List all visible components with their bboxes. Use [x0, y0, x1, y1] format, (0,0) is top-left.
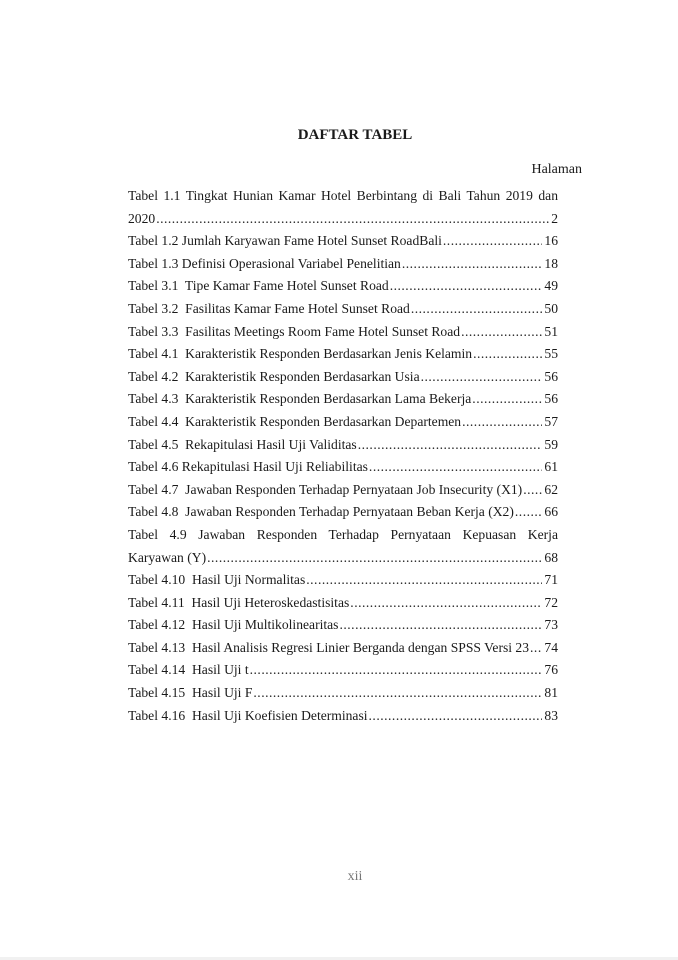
- toc-entry-label: Tabel 3.2 Fasilitas Kamar Fame Hotel Sunset Road: [128, 300, 410, 316]
- toc-entry[interactable]: [128, 479, 558, 502]
- page-title: DAFTAR TABEL: [297, 127, 413, 143]
- toc-entry[interactable]: [128, 230, 558, 253]
- toc-entry-page: 16: [544, 233, 558, 249]
- toc-entry[interactable]: [128, 366, 558, 389]
- dot-leader: [369, 456, 542, 479]
- toc-entry-label: Tabel 4.7 Jawaban Responden Terhadap Pernyataan Job Insecurity (X1): [128, 481, 523, 497]
- toc-entry-page: 18: [544, 255, 558, 271]
- toc-entry-label: Tabel 4.6 Rekapitulasi Hasil Uji Reliabilitas: [128, 459, 368, 475]
- toc-entry-label: Tabel 4.14 Hasil Uji t: [128, 662, 249, 678]
- dot-leader: [369, 705, 543, 728]
- toc-entry[interactable]: [128, 659, 558, 682]
- toc-entry-label: Tabel 1.2 Jumlah Karyawan Fame Hotel Sunset RoadBali: [128, 233, 442, 249]
- toc-entry-label: Tabel 4.4 Karakteristik Responden Berdasarkan Departemen: [128, 413, 462, 429]
- toc-entry-label: Tabel 4.12 Hasil Uji Multikolinearitas: [128, 617, 339, 633]
- toc-entry[interactable]: [128, 253, 558, 276]
- toc-entry-page: 66: [544, 504, 558, 520]
- toc-entry-page: 57: [544, 413, 558, 429]
- toc-entry-label: Tabel 4.13 Hasil Analisis Regresi Linier Berganda dengan SPSS Versi 23: [128, 639, 530, 655]
- toc-entry[interactable]: [128, 456, 558, 479]
- toc-entry[interactable]: [128, 569, 558, 592]
- toc-entry[interactable]: [128, 501, 558, 524]
- toc-entry[interactable]: [128, 434, 558, 457]
- toc-entry-label: Tabel 4.5 Rekapitulasi Hasil Uji Validitas: [128, 436, 357, 452]
- toc-entry[interactable]: [128, 208, 558, 231]
- dot-leader: [473, 343, 542, 366]
- toc-entry-label: Tabel 4.16 Hasil Uji Koefisien Determinasi: [128, 707, 368, 723]
- toc-entry-first-line: Tabel 1.1 Tingkat Hunian Kamar Hotel Berbintang di Bali Tahun 2019 dan: [128, 188, 558, 203]
- page-number: xii: [347, 869, 363, 884]
- toc-entry-label: Tabel 4.10 Hasil Uji Normalitas: [128, 572, 306, 588]
- dot-leader: [411, 298, 543, 321]
- toc-entry-page: 49: [544, 278, 558, 294]
- dot-leader: [253, 682, 542, 705]
- toc-entry[interactable]: [128, 592, 558, 615]
- toc-entry-page: 71: [544, 572, 558, 588]
- dot-leader: [156, 208, 549, 231]
- dot-leader: [462, 411, 542, 434]
- toc-entry-label: Karyawan (Y): [128, 549, 207, 565]
- dot-leader: [472, 388, 542, 411]
- toc-entry[interactable]: [128, 275, 558, 298]
- toc-entry-page: 62: [544, 481, 558, 497]
- toc-entry-label: Tabel 3.3 Fasilitas Meetings Room Fame Hotel Sunset Road: [128, 323, 461, 339]
- toc-entry[interactable]: [128, 637, 558, 660]
- toc-entry-label: Tabel 4.3 Karakteristik Responden Berdasarkan Lama Bekerja: [128, 391, 472, 407]
- toc-entry[interactable]: [128, 682, 558, 705]
- toc-entry-page: 55: [544, 346, 558, 362]
- toc-entry-page: 61: [544, 459, 558, 475]
- dot-leader: [523, 479, 542, 502]
- dot-leader: [350, 592, 542, 615]
- toc-entry[interactable]: [128, 321, 558, 344]
- toc-entry-page: 81: [544, 685, 558, 701]
- toc-entry[interactable]: [128, 298, 558, 321]
- toc-entry-page: 72: [544, 594, 558, 610]
- toc-entry-page: 50: [544, 300, 558, 316]
- toc-entry[interactable]: [128, 614, 558, 637]
- dot-leader: [461, 321, 542, 344]
- dot-leader: [402, 253, 543, 276]
- toc-entry-label: Tabel 4.1 Karakteristik Responden Berdasarkan Jenis Kelamin: [128, 346, 473, 362]
- dot-leader: [515, 501, 543, 524]
- toc-entry-page: 76: [544, 662, 558, 678]
- toc-entry-label: Tabel 4.15 Hasil Uji F: [128, 685, 253, 701]
- toc-entry-label: Tabel 4.11 Hasil Uji Heteroskedastisitas: [128, 594, 350, 610]
- dot-leader: [530, 637, 542, 660]
- page-column-heading: Halaman: [531, 162, 582, 177]
- toc-entry-label: Tabel 3.1 Tipe Kamar Fame Hotel Sunset Road: [128, 278, 389, 294]
- toc-entry[interactable]: [128, 343, 558, 366]
- toc-entry-page: 68: [544, 549, 558, 565]
- toc-entry-page: 51: [544, 323, 558, 339]
- toc-entry-label: Tabel 1.3 Definisi Operasional Variabel Penelitian: [128, 255, 401, 271]
- toc-entry[interactable]: [128, 388, 558, 411]
- toc-entry-page: 2: [551, 210, 558, 226]
- dot-leader: [306, 569, 542, 592]
- toc-entry-page: 74: [544, 639, 558, 655]
- toc-entry-page: 56: [544, 391, 558, 407]
- toc-entry[interactable]: [128, 547, 558, 570]
- dot-leader: [443, 230, 543, 253]
- toc-entry-page: 83: [544, 707, 558, 723]
- dot-leader: [250, 659, 543, 682]
- dot-leader: [390, 275, 543, 298]
- dot-leader: [339, 614, 542, 637]
- toc-entry-page: 73: [544, 617, 558, 633]
- dot-leader: [421, 366, 543, 389]
- table-list: [128, 185, 558, 727]
- toc-entry[interactable]: [128, 705, 558, 728]
- dot-leader: [207, 547, 542, 570]
- toc-entry-label: Tabel 4.2 Karakteristik Responden Berdasarkan Usia: [128, 368, 420, 384]
- toc-entry-page: 56: [544, 368, 558, 384]
- toc-entry-label: Tabel 4.8 Jawaban Responden Terhadap Pernyataan Beban Kerja (X2): [128, 504, 514, 520]
- toc-entry-page: 59: [544, 436, 558, 452]
- toc-entry[interactable]: [128, 411, 558, 434]
- dot-leader: [358, 434, 543, 457]
- toc-entry-first-line: Tabel 4.9 Jawaban Responden Terhadap Pernyataan Kepuasan Kerja: [128, 526, 558, 542]
- toc-entry-label: 2020: [128, 210, 156, 226]
